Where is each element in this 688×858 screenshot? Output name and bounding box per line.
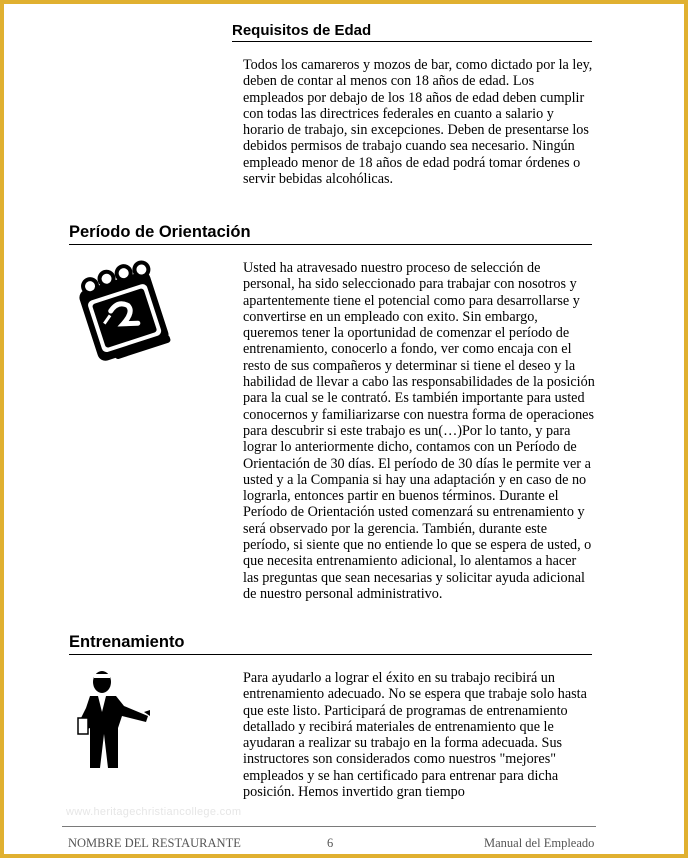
footer-manual-title: Manual del Empleado (484, 836, 595, 850)
age-requirements-text: Todos los camareros y mozos de bar, como dictado por la ley, deben de contar al menos con 18 años de edad. Los empleados por debajo de los 18 años de edad deben cumplir con todas las directrices federales en cuanto a salario y horario de trabajo, sin excepciones. Deben de presentarse los debidos permisos de trabajo cuando sea necesario. Ningún empleado menor de 18 años de edad podrá tomar órdenes o servir bebidas alcohólicas. (243, 57, 593, 188)
footer-page-number: 6 (327, 836, 334, 850)
waiter-icon (72, 668, 152, 772)
calendar-icon (72, 255, 176, 365)
orientation-text: Usted ha atravesado nuestro proceso de selección de personal, ha sido seleccionado para trabajar con nosotros y apartentemente tiene el potencial como para desarrollarse y convertirse en un empleado con exito. Sin embargo, queremos tener la oportunidad de comenzar el período de entrenamiento, conocerlo a fondo, ver como encaja con el resto de sus compañeros y determinar si tiene el deseo y la habilidad de llevar a cabo las responsabilidades de la posición para la cual se le contrató. Es también importante para usted conocernos y familiarizarse con nuestra forma de operaciones para descubrir si este trabajo es un(…)Por lo tanto, y para lograr lo anteriormente dicho, contamos con un Período de Orientación de 30 días. El período de 30 días le permite ver a usted y a la Compania si hay una adaptación y en caso de no lograrla, entonces partir en buenos términos. Durante el Período de Orientación usted comenzará su entrenamiento y será observado por la gerencia. También, durante este período, si siente que no entiende lo que se espera de usted, o que necesita entrenamiento adicional, lo alentamos a hacer las preguntas que sean necesarias y solicitar ayuda adicional de nuestro personal administrativo. (243, 260, 595, 602)
footer-rule (62, 826, 596, 827)
orientation-heading: Período de Orientación (69, 223, 592, 245)
age-requirements-heading: Requisitos de Edad (232, 22, 592, 42)
watermark: www.heritagechristiancollege.com (66, 806, 242, 818)
training-text: Para ayudarlo a lograr el éxito en su trabajo recibirá un entrenamiento adecuado. No se espera que trabaje solo hasta que este listo. Participará de programas de entrenamiento detallado y recibirá materiales de entrenamiento que le ayudaran a realizar su trabajo en la forma adecuada. Sus instructores son considerados como nuestros "mejores" empleados y se han certificado para entrenar para dicha posición. Hemos invertido gran tiempo (243, 670, 587, 801)
training-heading: Entrenamiento (69, 633, 592, 655)
footer-restaurant-name: NOMBRE DEL RESTAURANTE (68, 836, 241, 850)
